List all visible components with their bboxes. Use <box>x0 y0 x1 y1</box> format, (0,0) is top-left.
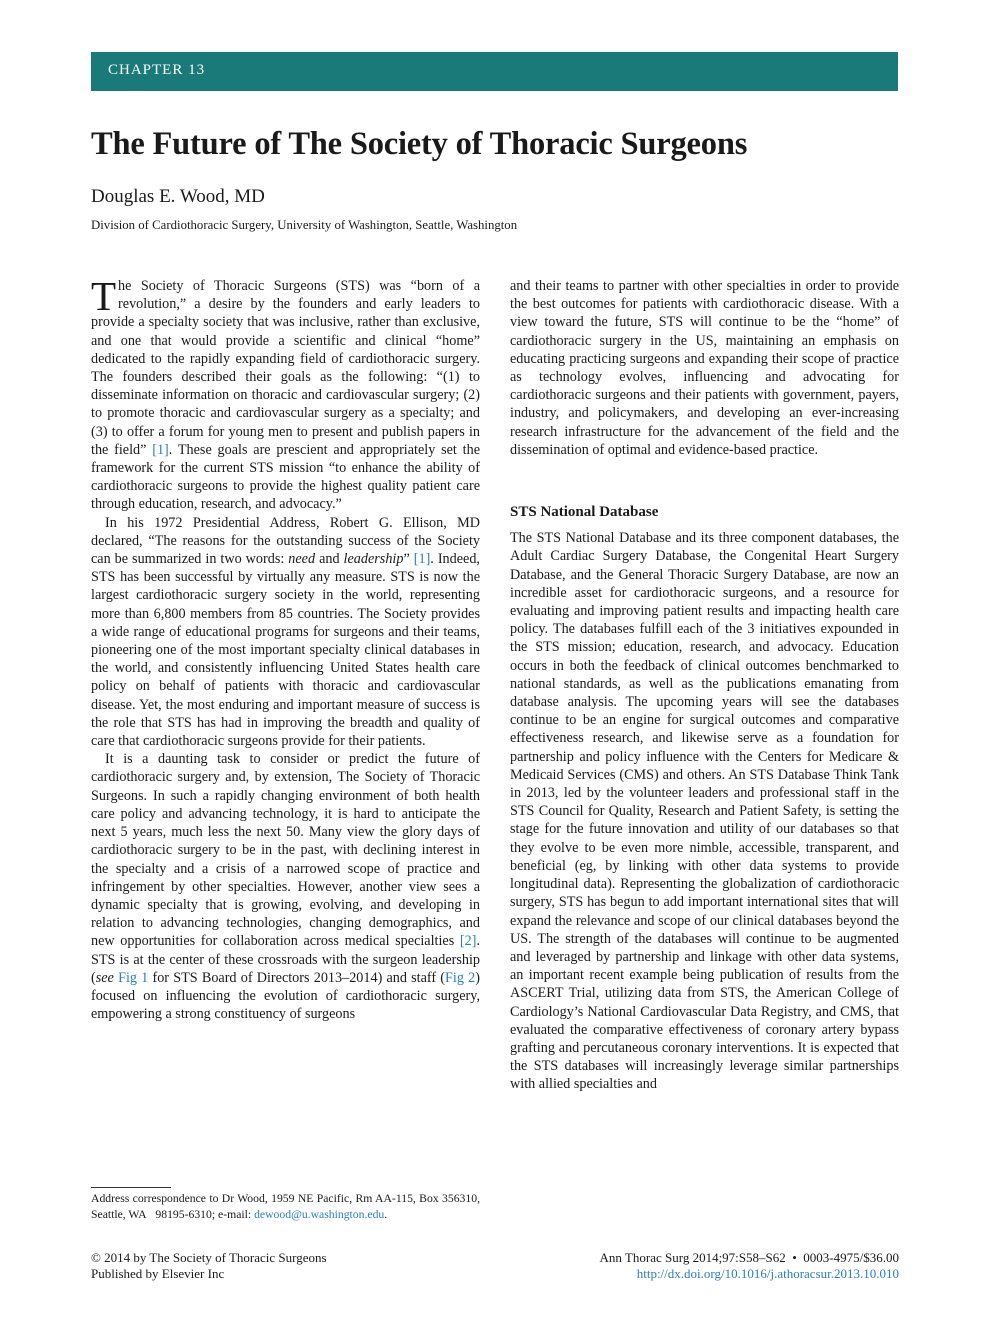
paragraph-future: It is a daunting task to consider or predict the future of cardiothoracic surgery and, by extension, The Society of Thoracic Surgeons. In such a rapidly changing environment of both health care policy and advancing technology, it is hard to anticipate the next 5 years, much less the next 50. Many view the glory days of cardiothoracic surgery to be in the past, with declining interest in the specialty and a crisis of a narrowed scope of practice and infringement by other specialties. However, another view sees a dynamic specialty that is growing, evolving, and developing in relation to advancing technologies, changing demographics, and new opportunities for collaboration across medical specialties [2]. STS is at the center of these crossroads with the surgeon leadership (see Fig 1 for STS Board of Directors 2013–2014) and staff (Fig 2) focused on influencing the evolution of cardiothoracic surgery, empowering a strong constituency of surgeons <box>91 751 480 1023</box>
drop-cap: T <box>91 273 117 319</box>
footer-left <box>91 1250 327 1282</box>
citation-line: Ann Thorac Surg 2014;97:S58–S62 • 0003-4975/$36.00 <box>599 1250 899 1265</box>
paragraph-ellison: In his 1972 Presidential Address, Robert G. Ellison, MD declared, “The reasons for the outstanding success of the Society can be summarized in two words: need and leadership” [1]. Indeed, STS has been successful by virtually any measure. STS is now the largest cardiothoracic surgery society in the world, representing more than 6,800 members from 85 countries. The Society provides a wide range of educational programs for surgeons and their teams, pioneering one of the most important specialty clinical databases in the world, and consistently influencing United States health care policy on behalf of patients with thoracic and cardiovascular disease. Yet, the most enduring and important measure of success is the role that STS has had in improving the breadth and quality of care that cardiothoracic surgeons provide for their patients. <box>91 514 480 750</box>
paragraph-database: The STS National Database and its three component databases, the Adult Cardiac Surgery Database, the Congenital Heart Surgery Database, and the General Thoracic Surgery Database, are now an incredible asset for cardiothoracic surgeons, and a resource for evaluating and improving patient results and impacting health care policy. The databases fulfill each of the 3 initiatives expounded in the STS mission; education, research, and advocacy. Education occurs in both the feedback of clinical outcomes benchmarked to national standards, as well as the publications emanating from database analysis. The upcoming years will see the databases continue to be an engine for surgical outcomes and comparative effectiveness research, and likewise serve as a foundation for partnership and policy influence with the Centers for Medicare & Medicaid Services (CMS) and others. An STS Database Think Tank in 2013, led by the volunteer leaders and professional staff in the STS Council for Quality, Research and Patient Safety, is setting the stage for the future innovation and utility of our databases so that they evolve to be even more nimble, accessible, transparent, and beneficial (eg, by linking with other data systems to provide longitudinal data). Representing the globalization of cardiothoracic surgery, STS has begun to add important international sites that will expand the relevance and scope of our clinical databases beyond the US. The strength of the databases will continue to be augmented and leveraged by partnership and linkage with other data systems, an important recent example being publication of results from the ASCERT Trial, utilizing data from STS, the American College of Cardiology’s National Cardiovascular Data Registry, and CMS, that evaluated the comparative effectiveness of coronary artery bypass grafting and percutaneous coronary interventions. It is expected that the STS databases will increasingly leverage similar partnerships with allied specialties and <box>510 530 899 1093</box>
copyright-line: © 2014 by The Society of Thoracic Surgeons <box>91 1250 327 1265</box>
figure-link-2[interactable]: Fig 2 <box>445 969 476 986</box>
paragraph-partnership: and their teams to partner with other specialties in order to provide the best outcomes for patients with cardiothoracic disease. With a view toward the future, STS will continue to be the “home” of cardiothoracic surgery in the US, maintaining an emphasis on educating practicing surgeons and expanding their scope of practice as technology evolves, influencing and advocating for cardiothoracic surgeons and their patients with government, payers, industry, and policymakers, and developing an ever-increasing research infrastructure for the advancement of the field and the dissemination of optimal and evidence-based practice. <box>510 278 899 458</box>
publisher-line: Published by Elsevier Inc <box>91 1266 225 1281</box>
footer-right <box>510 1250 899 1282</box>
figure-link-1[interactable]: Fig 1 <box>118 969 149 986</box>
reference-link-1b[interactable]: [1] <box>413 551 431 568</box>
left-column <box>91 273 480 1023</box>
paragraph-intro: The Society of Thoracic Surgeons (STS) was “born of a revolution,” a desire by the founders and early leaders to provide a specialty society that was inclusive, rather than exclusive, and one that would provide a scientific and clinical “home” dedicated to the rapidly expanding field of cardiothoracic surgery. The founders described their goals as the following: “(1) to disseminate information on thoracic and cardiovascular surgery; (2) to promote thoracic and cardiovascular surgery as a specialty; and (3) to offer a forum for young men to present and publish papers in the field” [1]. These goals are prescient and appropriately set the framework for the current STS mission “to enhance the ability of cardiothoracic surgeons to provide the highest quality patient care through education, research, and advocacy.” <box>91 273 480 513</box>
section-heading: STS National Database <box>510 504 659 521</box>
email-link[interactable]: dewood@u.washington.edu <box>254 1208 385 1221</box>
chapter-label: CHAPTER 13 <box>108 62 206 78</box>
author-name: Douglas E. Wood, MD <box>91 186 265 207</box>
reference-link-2[interactable]: [2] <box>459 933 477 950</box>
chapter-banner <box>91 52 898 91</box>
article-title: The Future of The Society of Thoracic Surgeons <box>91 126 748 162</box>
author-affiliation: Division of Cardiothoracic Surgery, University of Washington, Seattle, Washington <box>91 218 518 232</box>
footnote-rule <box>91 1187 171 1188</box>
correspondence-note: Address correspondence to Dr Wood, 1959 NE Pacific, Rm AA-115, Box 356310, Seattle, WA 98195-6310; e-mail: dewood@u.washington.edu. <box>91 1192 480 1221</box>
doi-link[interactable]: http://dx.doi.org/10.1016/j.athoracsur.2013.10.010 <box>636 1266 899 1281</box>
reference-link-1[interactable]: [1] <box>152 441 169 458</box>
right-column <box>510 277 899 1094</box>
